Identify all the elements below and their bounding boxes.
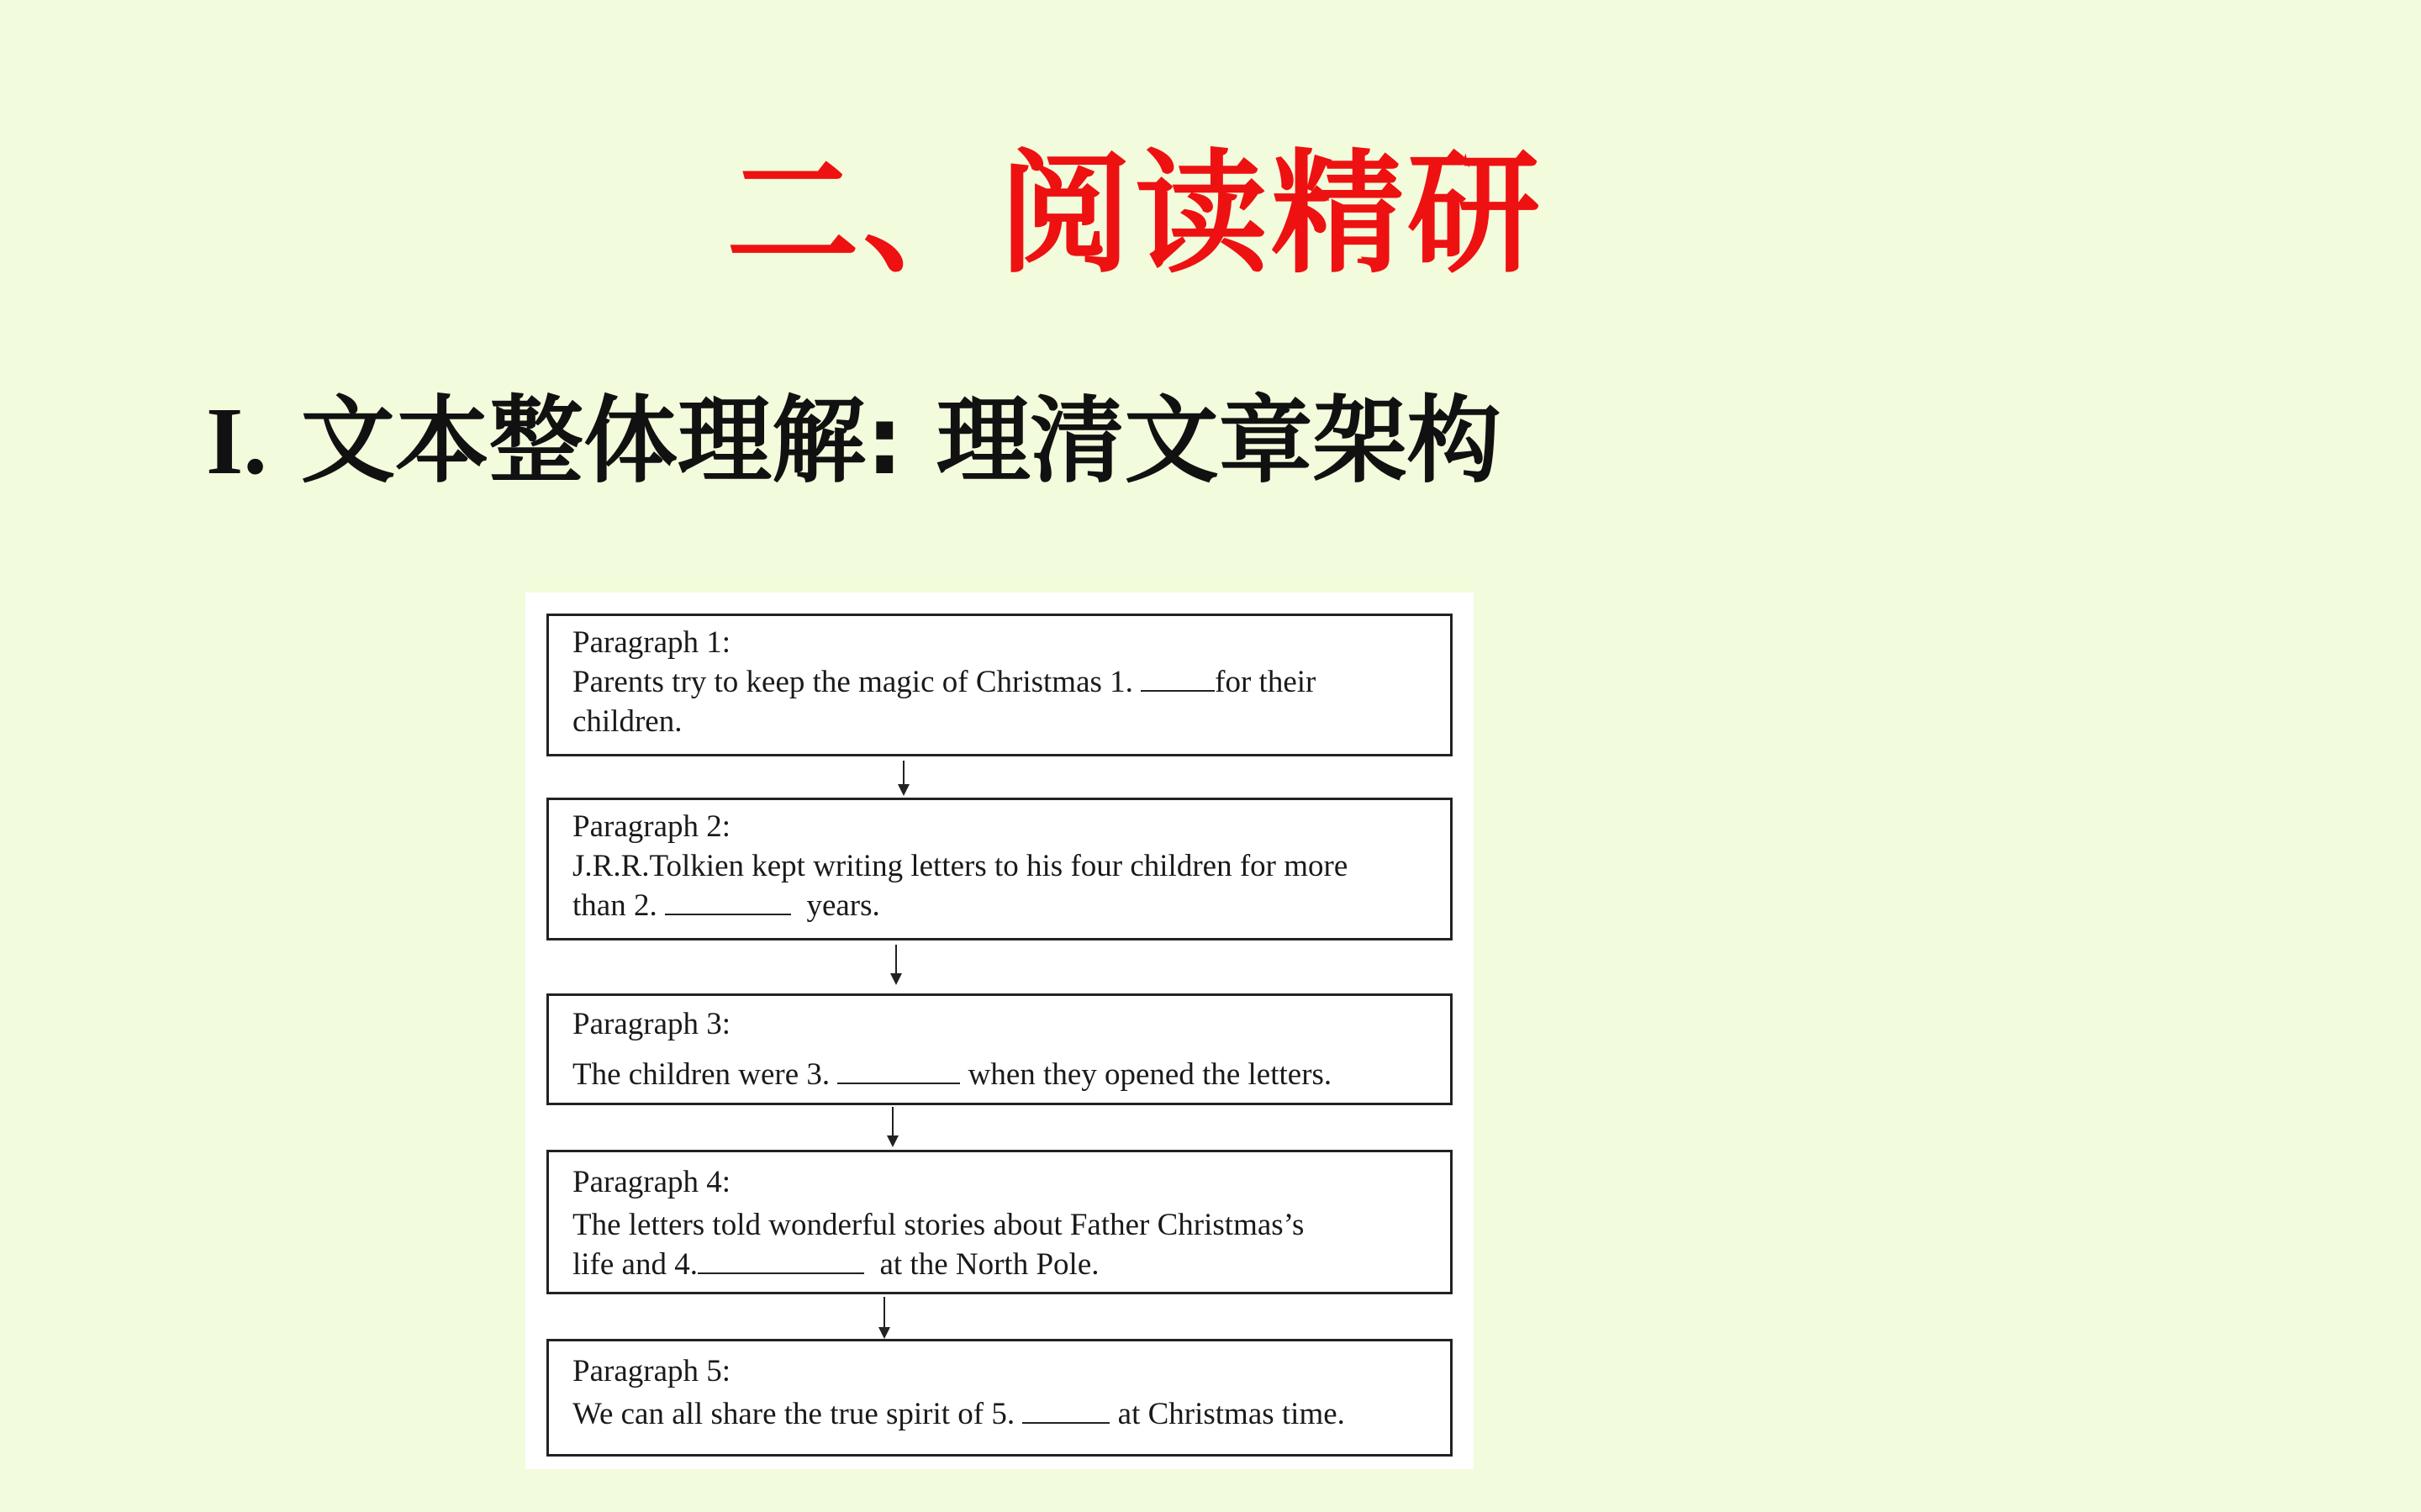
paragraph-5-box [546,1339,1453,1457]
paragraph-1-line-1 [572,662,1427,702]
section-number: I. [206,387,267,494]
blank-4[interactable] [698,1246,864,1274]
paragraph-5-line-1 [572,1394,1427,1434]
paragraph-4-label: Paragraph 4: [572,1165,731,1199]
paragraph-3-text-after-blank: when they opened the letters. [968,1057,1332,1092]
arrow-down-icon [895,761,912,796]
paragraph-5-text-before-blank: We can all share the true spirit of 5. [572,1397,1015,1431]
paragraph-3-label: Paragraph 3: [572,1007,731,1041]
paragraph-4-text-after-blank: at the North Pole. [879,1247,1100,1282]
blank-3[interactable] [837,1047,960,1084]
paragraph-1-line-2: children. [572,704,683,739]
paragraph-2-text-after-blank: years. [806,888,880,923]
structure-diagram [525,593,1474,1469]
paragraph-2-line-2 [572,886,1427,925]
paragraph-2-box [546,798,1453,940]
paragraph-1-text-before-blank: Parents try to keep the magic of Christmas 1. [572,665,1133,699]
paragraph-2-label: Paragraph 2: [572,809,731,844]
paragraph-5-label: Paragraph 5: [572,1354,731,1388]
paragraph-4-text-before-blank: life and 4. [572,1247,698,1282]
paragraph-2-line-1: J.R.R.Tolkien kept writing letters to his four children for more [572,849,1348,883]
arrow-down-icon [888,945,905,987]
paragraph-3-box [546,993,1453,1105]
slide-title: 二、阅读精研 [726,137,1543,292]
arrow-down-icon [876,1297,893,1341]
paragraph-4-line-2 [572,1245,1427,1284]
section-heading-text: 文本整体理解: 理清文章架构 [300,387,1501,496]
paragraph-2-text-before-blank: than 2. [572,888,657,923]
paragraph-3-line-1 [572,1047,1427,1094]
paragraph-3-text-before-blank: The children were 3. [572,1057,831,1092]
paragraph-1-box [546,614,1453,756]
paragraph-4-box [546,1150,1453,1294]
blank-5[interactable] [1022,1395,1110,1424]
paragraph-4-line-1: The letters told wonderful stories about Father Christmas’s [572,1208,1305,1242]
blank-1[interactable] [1141,663,1215,692]
paragraph-5-text-after-blank: at Christmas time. [1117,1397,1345,1431]
paragraph-1-text-after-blank: for their [1215,665,1316,699]
blank-2[interactable] [665,887,791,915]
paragraph-1-label: Paragraph 1: [572,625,731,660]
section-heading [206,382,1501,500]
arrow-down-icon [884,1107,901,1149]
